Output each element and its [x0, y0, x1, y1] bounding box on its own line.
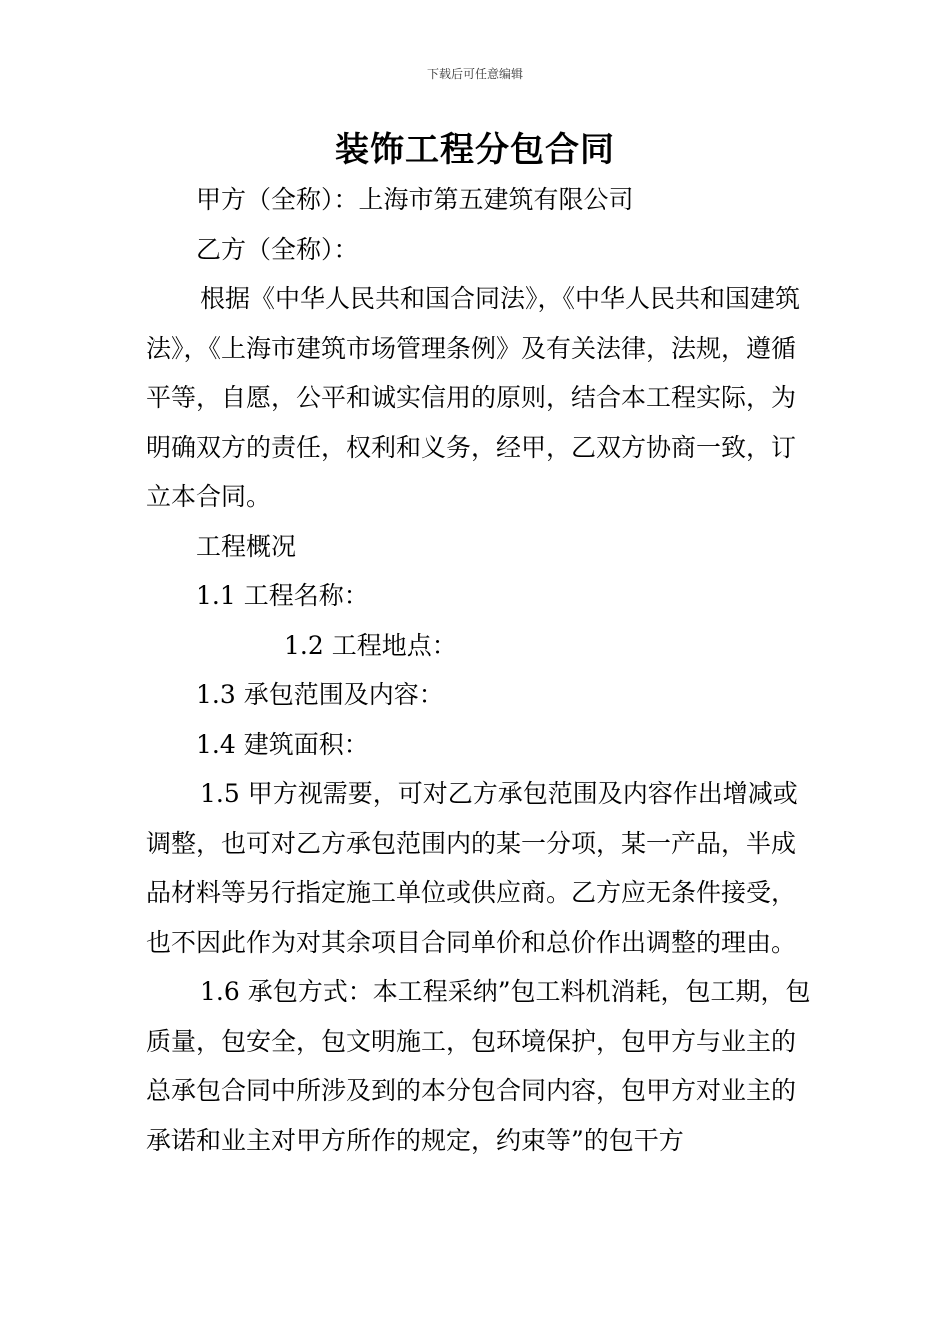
item-1-1: 1.1 工程名称：: [196, 581, 369, 610]
document-body: [146, 175, 818, 1165]
item-1-4: 1.4 建筑面积：: [196, 729, 369, 759]
section-title: 工程概况: [196, 531, 297, 561]
party-b-line: 乙方（全称）：: [196, 234, 359, 264]
party-a-line: 甲方（全称）：上海市第五建筑有限公司: [196, 185, 634, 214]
item-1-5: 1.5 甲方视需要，可对乙方承包范围及内容作出增减或调整，也可对乙方承包范围内的某一分项，某一产品，半成品材料等另行指定施工单位或供应商。乙方应无条件接受，也不因此作为对其余项目合同单价和总价作出调整的理由。: [146, 779, 798, 957]
header-note: 下载后可任意编辑: [426, 67, 523, 81]
preamble-paragraph: 根据《中华人民共和国合同法》，《中华人民共和国建筑法》，《上海市建筑市场管理条例》及有关法律，法规，遵循平等，自愿，公平和诚实信用的原则，结合本工程实际，为明确双方的责任，权利和义务，经甲，乙双方协商一致，订立本合同。: [146, 284, 801, 511]
document-title: 装饰工程分包合同: [335, 130, 615, 170]
item-1-2: 1.2 工程地点：: [284, 630, 457, 660]
item-1-6: 1.6 承包方式：本工程采纳”包工料机消耗，包工期，包质量，包安全，包文明施工，包环境保护，包甲方与业主的总承包合同中所涉及到的本分包合同内容，包甲方对业主的承诺和业主对甲方所作的规定，约束等”的包干方: [146, 977, 811, 1155]
item-1-3: 1.3 承包范围及内容：: [196, 680, 444, 709]
